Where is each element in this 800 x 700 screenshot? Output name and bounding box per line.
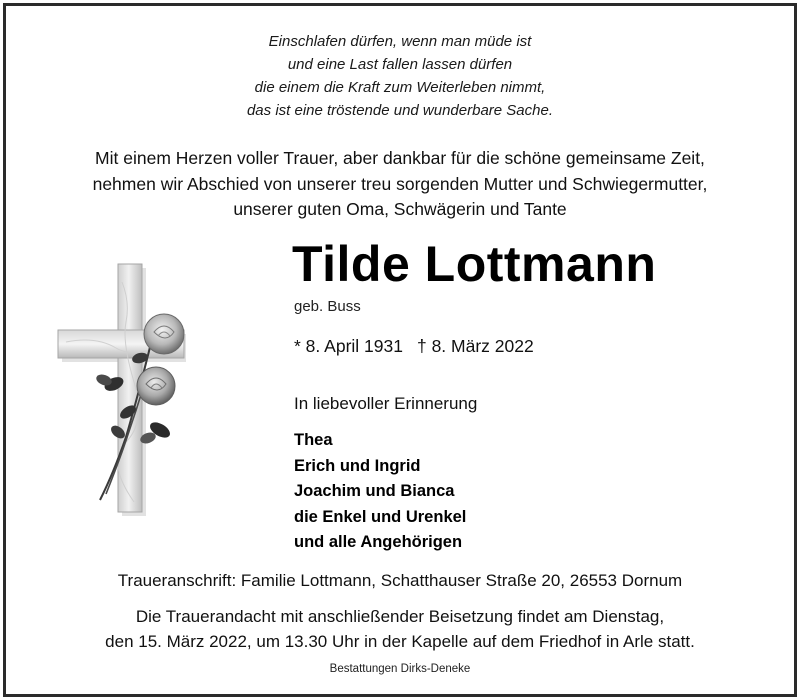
service-line: Die Trauerandacht mit anschließender Beisetzung findet am Dienstag, xyxy=(135,607,665,626)
maiden-name: geb. Buss xyxy=(294,298,361,315)
deceased-name: Tilde Lottmann xyxy=(292,236,657,292)
mourner: die Enkel und Urenkel xyxy=(294,507,467,526)
mourning-address: Traueranschrift: Familie Lottmann, Schatthauser Straße 20, 26553 Dornum xyxy=(117,571,683,590)
funeral-home: Bestattungen Dirks-Deneke xyxy=(329,663,471,675)
mourner: Joachim und Bianca xyxy=(294,482,455,500)
life-dates xyxy=(294,336,548,357)
death-date: † 8. März 2022 xyxy=(416,336,534,356)
intro-line: Mit einem Herzen voller Trauer, aber dankbar für die schöne gemeinsame Zeit, xyxy=(95,148,705,168)
poem-line: Einschlafen dürfen, wenn man müde ist xyxy=(268,33,532,50)
mourner: Thea xyxy=(294,431,333,449)
mourners-list xyxy=(294,428,466,556)
service-info xyxy=(0,604,800,654)
mourner: und alle Angehörigen xyxy=(294,533,463,551)
cross-with-roses-icon xyxy=(56,262,186,527)
intro-line: unserer guten Oma, Schwägerin und Tante xyxy=(233,199,567,219)
service-line: den 15. März 2022, um 13.30 Uhr in der Kapelle auf dem Friedhof in Arle statt. xyxy=(105,632,695,651)
poem xyxy=(0,30,800,122)
poem-line: und eine Last fallen lassen dürfen xyxy=(287,56,513,73)
intro-text xyxy=(0,146,800,223)
memory-line: In liebevoller Erinnerung xyxy=(294,394,478,413)
birth-date: * 8. April 1931 xyxy=(294,336,403,356)
intro-line: nehmen wir Abschied von unserer treu sorgenden Mutter und Schwiegermutter, xyxy=(92,173,708,194)
mourner: Erich und Ingrid xyxy=(294,456,421,475)
poem-line: das ist eine tröstende und wunderbare Sache. xyxy=(246,102,554,119)
poem-line: die einem die Kraft zum Weiterleben nimmt, xyxy=(254,79,546,96)
